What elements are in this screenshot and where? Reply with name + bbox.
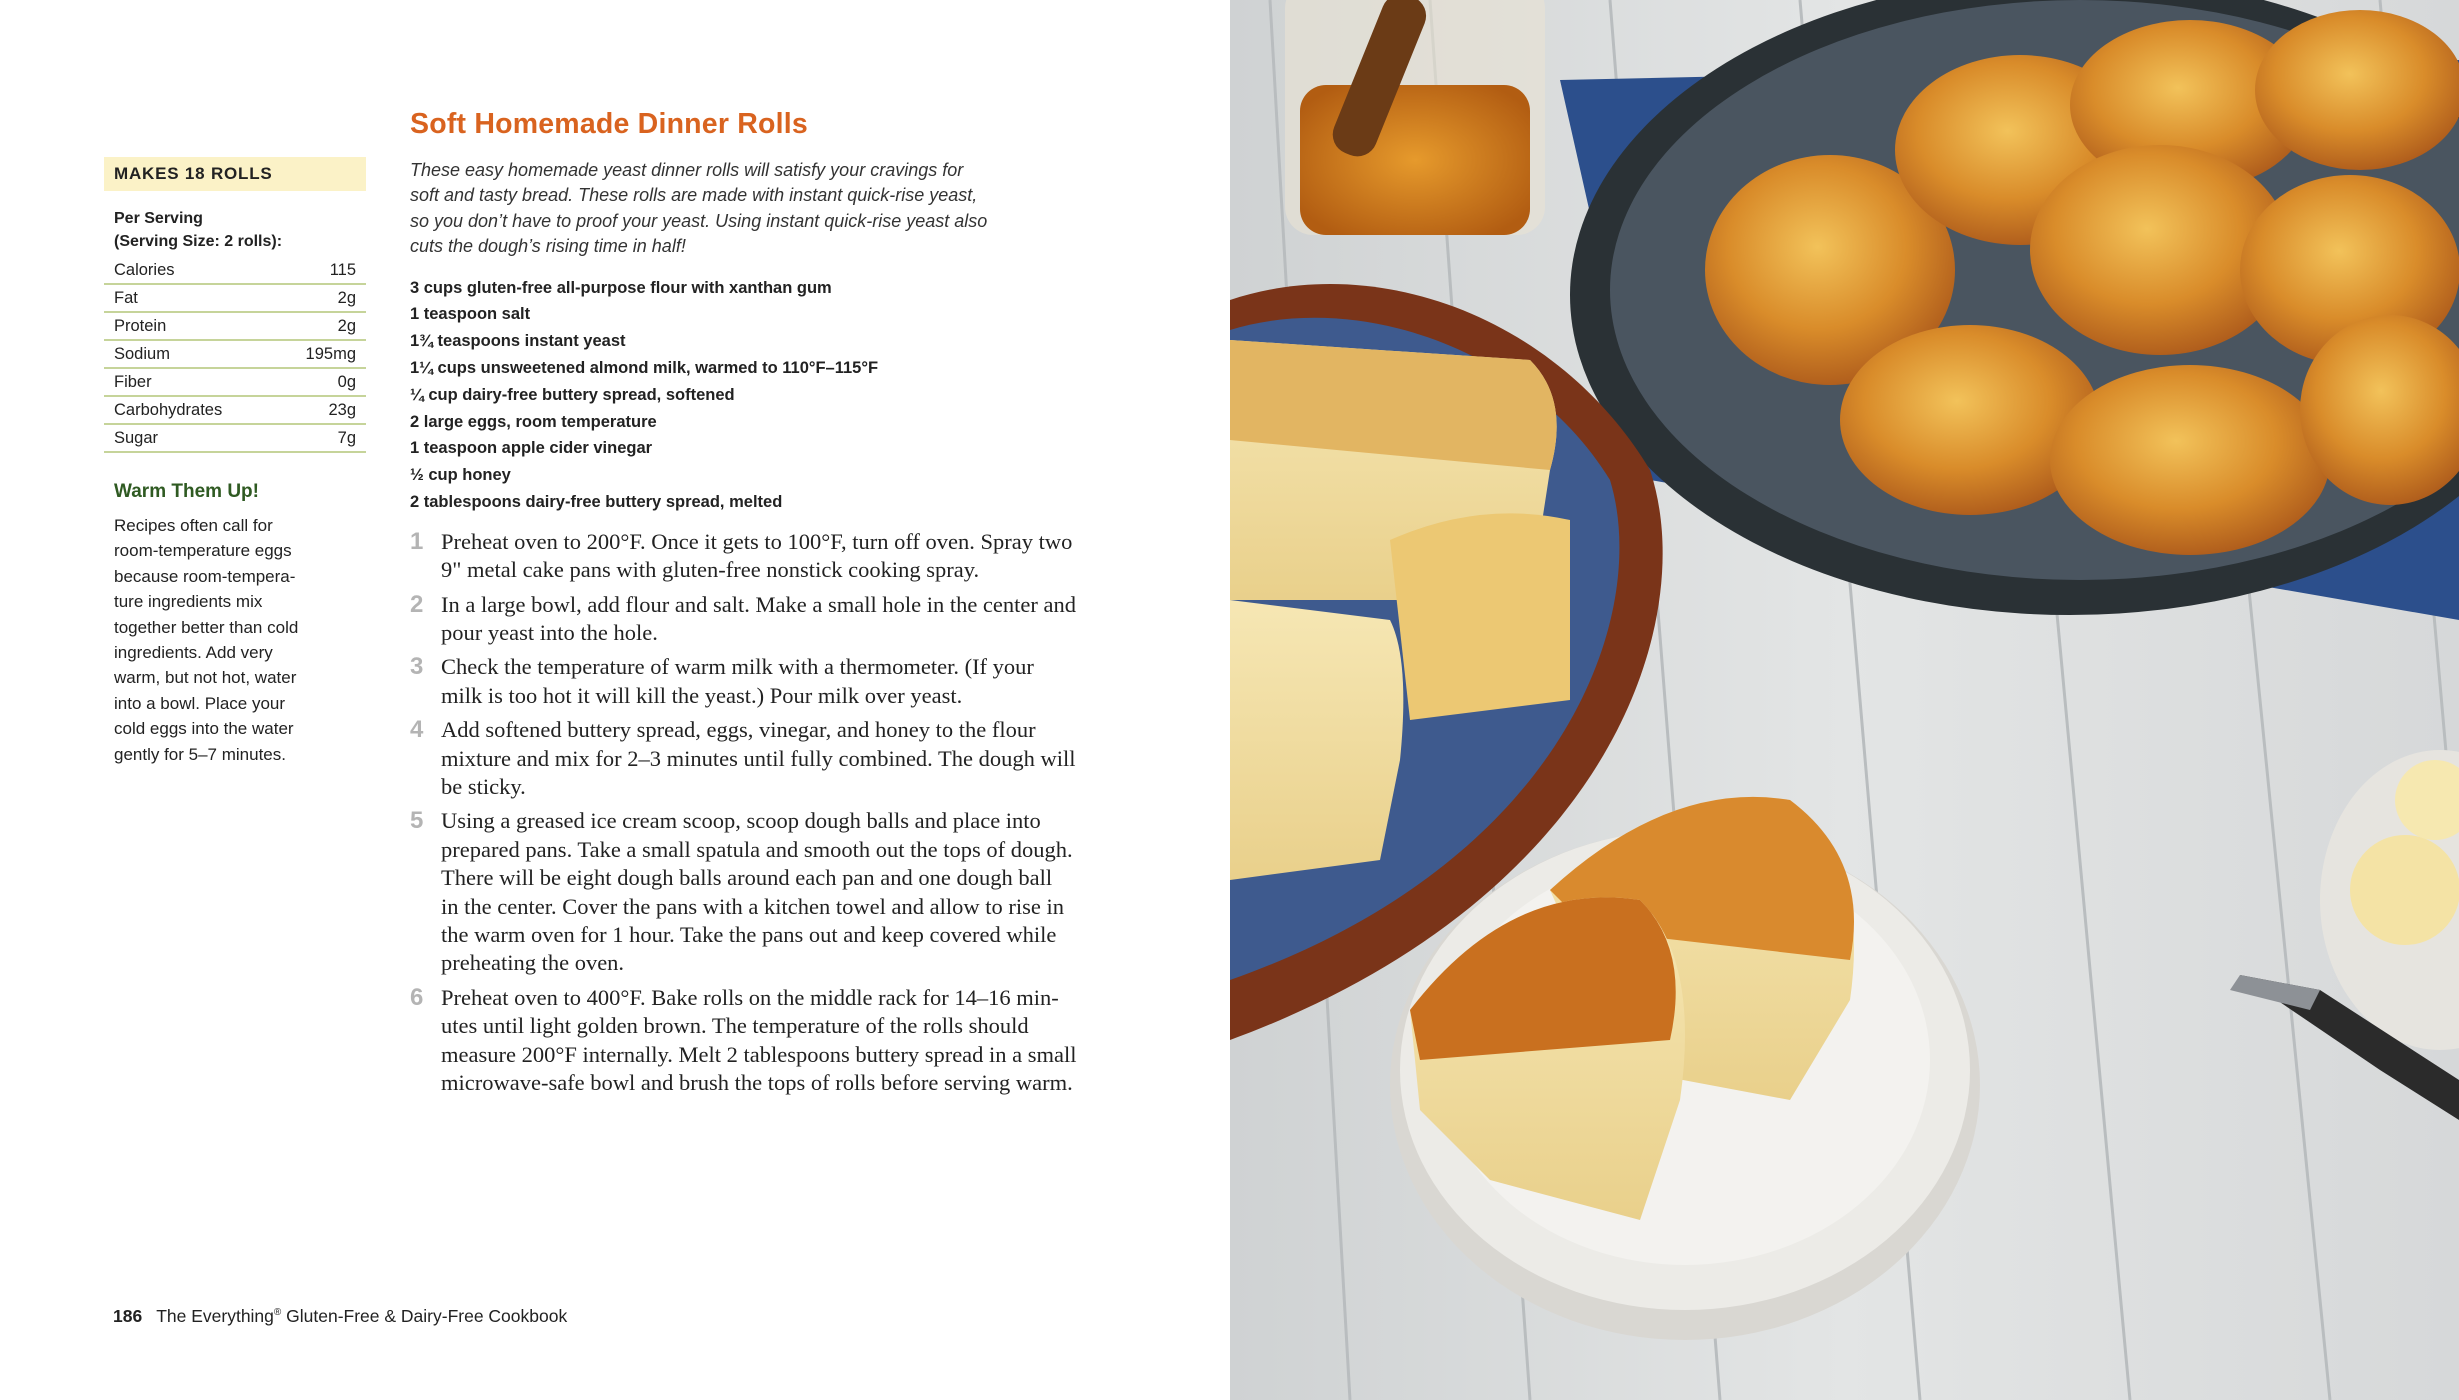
food-photo-illustration (1230, 0, 2459, 1400)
nutrition-row-protein (104, 313, 366, 341)
step-text: Add softened buttery spread, eggs, vinegar, and honey to the flour mixture and mix for 2–3 minutes until fully combined. The dough will be sticky. (441, 717, 1076, 800)
nutrition-label: Protein (114, 317, 167, 335)
recipe-intro: These easy homemade yeast dinner rolls will satisfy your cravings for soft and tasty bread. These rolls are made with instant quick-rise yeast, so you don’t have to proof your yeast. Using instant quick-rise yeast also cuts the dough’s rising time in half! (410, 160, 988, 257)
nutrition-row-sugar (104, 425, 366, 453)
nutrition-label: Fat (114, 289, 138, 307)
nutrition-row-sodium (104, 341, 366, 369)
per-serving-heading (114, 207, 366, 253)
step-text: Preheat oven to 400°F. Bake rolls on the middle rack for 14–16 min- utes until light golden brown. The temperature of the rolls should measure 200°F internally. Melt 2 tablespoons buttery spread in a small microwave-safe bowl and brush the tops of rolls before serving warm. (441, 984, 1077, 1096)
recipe-title: Soft Homemade Dinner Rolls (410, 108, 808, 140)
recipe-main (410, 108, 1100, 1104)
ingredient-item: 1¾ teaspoons instant yeast (410, 332, 626, 351)
ingredient-item: ¼ cup dairy-free buttery spread, softened (410, 385, 735, 404)
nutrition-row-fat (104, 285, 366, 313)
step-item (410, 807, 1100, 977)
step-number: 6 (410, 983, 424, 1011)
ingredient-item: 1 teaspoon apple cider vinegar (410, 439, 653, 458)
serving-size-label: (Serving Size: 2 rolls): (114, 233, 283, 250)
nutrition-label: Sodium (114, 345, 170, 363)
nutrition-value: 195mg (305, 345, 356, 363)
nutrition-table (104, 257, 366, 453)
nutrition-row-calories (104, 257, 366, 285)
tip-text: Recipes often call for room-temperature eggs because room-tempera- ture ingredients mix together better than cold ingredients. Add very warm, but not hot, water into a bowl. Place your cold eggs into the water gently for 5–7 minutes. (114, 516, 299, 764)
step-text: In a large bowl, add flour and salt. Make a small hole in the center and pour yeast into the hole. (441, 591, 1076, 646)
nutrition-value: 23g (328, 401, 356, 419)
yield-label: MAKES 18 ROLLS (104, 157, 366, 191)
step-item (410, 528, 1100, 585)
butter-scoop (2350, 835, 2459, 945)
book-title-suffix: Gluten-Free & Dairy-Free Cookbook (281, 1306, 568, 1326)
page-footer (113, 1306, 567, 1327)
nutrition-value: 2g (337, 289, 356, 307)
ingredient-item: 1¼ cups unsweetened almond milk, warmed to 110°F–115°F (410, 359, 879, 378)
nutrition-value: 2g (337, 317, 356, 335)
step-number: 3 (410, 653, 424, 681)
ingredient-list (410, 275, 1100, 516)
nutrition-value: 0g (337, 373, 356, 391)
per-serving-label: Per Serving (114, 210, 203, 227)
nutrition-label: Sugar (114, 429, 159, 447)
ingredient-item: 1 teaspoon salt (410, 305, 531, 324)
book-title-prefix: The Everything (156, 1306, 274, 1326)
ingredient-item: 2 large eggs, room temperature (410, 412, 657, 431)
nutrition-value: 7g (337, 429, 356, 447)
step-text: Using a greased ice cream scoop, scoop dough balls and place into prepared pans. Take a small spatula and smooth out the tops of dough. There will be eight dough balls around each pan and one dough ball in the center. Cover the pans with a kitchen towel and allow to rise in the warm oven for 1 hour. Take the pans out and keep covered while preheating the oven. (441, 808, 1073, 976)
ingredient-item: 3 cups gluten-free all-purpose flour with xanthan gum (410, 278, 832, 297)
registered-mark: ® (273, 1307, 282, 1319)
nutrition-label: Calories (114, 261, 175, 279)
step-text: Check the temperature of warm milk with a thermometer. (If your milk is too hot it will kill the yeast.) Pour milk over yeast. (441, 654, 1034, 708)
step-number: 4 (410, 716, 424, 744)
basket-roll (1390, 513, 1570, 720)
pan-roll (2050, 365, 2330, 555)
basket-roll (1230, 600, 1403, 880)
step-item (410, 716, 1100, 801)
step-item (410, 653, 1100, 710)
page-number: 186 (113, 1306, 143, 1326)
step-number: 1 (410, 527, 424, 555)
nutrition-row-carbohydrates (104, 397, 366, 425)
step-item (410, 984, 1100, 1098)
honey-jar (1285, 0, 1545, 235)
ingredient-item: ½ cup honey (410, 466, 511, 485)
dinner-rolls-photo (1230, 0, 2459, 1400)
pan-roll (2255, 10, 2459, 170)
nutrition-row-fiber (104, 369, 366, 397)
nutrition-label: Fiber (114, 373, 152, 391)
nutrition-sidebar (104, 157, 366, 767)
instruction-steps (410, 528, 1100, 1098)
ingredient-item: 2 tablespoons dairy-free buttery spread, melted (410, 493, 783, 511)
step-text: Preheat oven to 200°F. Once it gets to 100°F, turn off oven. Spray two 9" metal cake pans with gluten-free nonstick cooking spray. (441, 528, 1073, 583)
tip-title: Warm Them Up! (114, 481, 259, 502)
step-item (410, 591, 1100, 648)
step-number: 5 (410, 807, 424, 835)
step-number: 2 (410, 590, 424, 618)
nutrition-label: Carbohydrates (114, 401, 223, 419)
nutrition-value: 115 (329, 261, 356, 279)
